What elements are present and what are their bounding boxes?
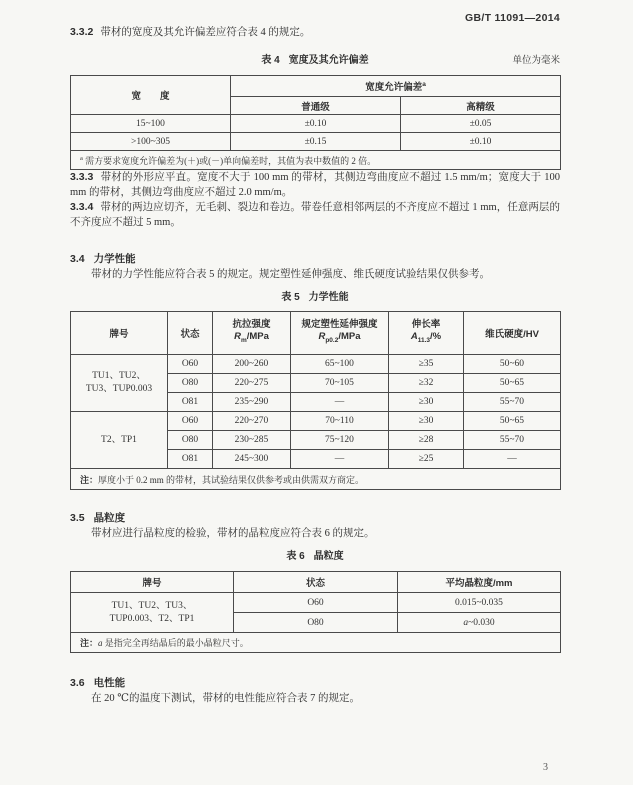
cell-tensile: 235~290: [213, 393, 291, 412]
cell-state: O60: [234, 593, 398, 613]
table4-cell-normal-2: ±0.15: [231, 133, 401, 151]
table5-header-tensile-symbol: [216, 331, 287, 347]
table6-header-brand: 牌号: [71, 572, 234, 593]
cell-grain-size: [398, 613, 561, 633]
cell-proof: 65~100: [291, 355, 389, 374]
table4-cell-normal-1: ±0.10: [231, 115, 401, 133]
table5-header-proof-symbol: [294, 331, 385, 347]
clause-3-3-2-number: 3.3.2: [70, 26, 94, 38]
table4-row-2: [71, 133, 561, 151]
table5-header-proof-name: 规定塑性延伸强度: [301, 319, 378, 331]
table4-header-width: 宽 度: [71, 76, 231, 115]
table4-header-deviation: [231, 76, 561, 97]
table6-row-1: [71, 593, 561, 613]
cell-tensile: 230~285: [213, 431, 291, 450]
table6-header-state: 状态: [234, 572, 398, 593]
table6-title: 晶粒度: [313, 551, 344, 562]
table6-header-row: [71, 572, 561, 593]
table6-note-text: 是指完全再结晶后的最小晶粒尺寸。: [104, 638, 249, 648]
clause-3-3-3: [70, 170, 560, 200]
section-3-6-heading: [70, 676, 560, 691]
cell-elongation: ≥35: [389, 355, 464, 374]
table6-note: [71, 633, 561, 653]
cell-proof: 70~105: [291, 374, 389, 393]
table5-label: 表 5: [281, 292, 300, 303]
table6-note-label: 注：: [80, 638, 99, 648]
section-3-5-title: 晶粒度: [93, 512, 126, 524]
clause-3-3-3-number: 3.3.3: [70, 171, 94, 183]
group1-brand-line1: TU1、TU2、: [92, 371, 146, 381]
table4-header-deviation-text: 宽度允许偏差: [365, 82, 423, 93]
table4-caption: [70, 54, 560, 68]
table5-header-elongation: [389, 312, 464, 355]
clause-3-3-2-text: 带材的宽度及其允许偏差应符合表 4 的规定。: [100, 27, 311, 38]
clause-3-3-4: [70, 200, 560, 230]
section-3-4-heading: [70, 252, 560, 267]
clause-3-3-4-number: 3.3.4: [70, 201, 94, 213]
table5-group2-row1: [71, 412, 561, 431]
clause-3-3-4-text: 带材的两边应切齐，无毛刺、裂边和卷边。带卷任意相邻两层的不齐度应不超过 1 mm，任意两层的不齐度应不超过 5 mm。: [70, 202, 560, 228]
table4-header-row-1: [71, 76, 561, 97]
cell-hardness: 50~65: [464, 374, 561, 393]
table5-caption: [70, 291, 560, 305]
cell-tensile: 220~270: [213, 412, 291, 431]
cell-state: O80: [168, 374, 213, 393]
table5-header-elongation-symbol: [392, 331, 460, 347]
table4-row-1: [71, 115, 561, 133]
cell-elongation: ≥28: [389, 431, 464, 450]
table4-unit-note: 单位为毫米: [512, 56, 560, 66]
table4-cell-width-1: 15~100: [71, 115, 231, 133]
table5-header-state: 状态: [168, 312, 213, 355]
tensile-symbol: R: [234, 331, 241, 343]
table6-brand-cell: [71, 593, 234, 633]
section-3-4-paragraph: 带材的力学性能应符合表 5 的规定。规定塑性延伸强度、维氏硬度试验结果仅供参考。: [91, 269, 490, 280]
cell-elongation: ≥30: [389, 412, 464, 431]
cell-elongation: ≥25: [389, 450, 464, 469]
grain-rest: ~0.030: [468, 617, 495, 628]
table4-cell-high-1: ±0.05: [401, 115, 561, 133]
cell-proof: —: [291, 450, 389, 469]
proof-symbol: R: [318, 331, 326, 343]
group2-brand-line1: T2、TP1: [101, 434, 137, 445]
table6-note-row: [71, 633, 561, 653]
tensile-unit: /MPa: [246, 331, 269, 343]
cell-proof: —: [291, 393, 389, 412]
grain-symbol: a: [463, 617, 469, 628]
table4-cell-high-2: ±0.10: [401, 133, 561, 151]
group1-brand-line2: TU3、TUP0.003: [85, 384, 153, 394]
table6-brand-line2: TUP0.003、T2、TP1: [109, 613, 195, 624]
cell-proof: 75~120: [291, 431, 389, 450]
table5-header-tensile: [213, 312, 291, 355]
cell-state: O80: [234, 613, 398, 633]
table6-note-symbol: a: [98, 638, 103, 648]
cell-state: O81: [168, 450, 213, 469]
cell-proof: 70~110: [291, 412, 389, 431]
table5-title: 力学性能: [308, 292, 349, 303]
table4-title: 宽度及其允许偏差: [288, 55, 369, 66]
page-number: 3: [543, 762, 548, 773]
section-3-6-number: 3.6: [70, 677, 85, 689]
proof-subscript: p0.2: [325, 336, 339, 344]
table5-group1-row1: [71, 355, 561, 374]
section-3-5-number: 3.5: [70, 512, 85, 524]
cell-hardness: 50~60: [464, 355, 561, 374]
section-3-5-paragraph: 带材应进行晶粒度的检验，带材的晶粒度应符合表 6 的规定。: [91, 528, 375, 539]
table5-note-row: [71, 469, 561, 490]
cell-elongation: ≥32: [389, 374, 464, 393]
cell-hardness: —: [464, 450, 561, 469]
cell-state: O60: [168, 412, 213, 431]
clause-3-3-2: [70, 25, 560, 40]
table5-header-hardness: 维氏硬度/HV: [464, 312, 561, 355]
table4-footnote-text: 需方要求宽度允许偏差为(＋)或(－)单向偏差时，其值为表中数值的 2 倍。: [85, 155, 377, 166]
cell-state: O60: [168, 355, 213, 374]
table5-header-brand: 牌号: [71, 312, 168, 355]
elongation-unit: /%: [430, 331, 442, 343]
table4-header-high: 高精级: [401, 97, 561, 115]
section-3-4-number: 3.4: [70, 253, 85, 265]
table5-header-elongation-name: 伸长率: [411, 319, 441, 331]
section-3-6-paragraph: 在 20 ℃的温度下测试，带材的电性能应符合表 7 的规定。: [91, 693, 360, 704]
proof-unit: /MPa: [338, 331, 361, 343]
section-3-5-heading: [70, 511, 560, 526]
table6-caption: [70, 550, 560, 564]
table6-label: 表 6: [286, 551, 305, 562]
section-3-6-title: 电性能: [93, 677, 126, 689]
table5-header-tensile-name: 抗拉强度: [232, 319, 271, 331]
cell-state: O80: [168, 431, 213, 450]
table5-note-text: 厚度小于 0.2 mm 的带材，其试验结果仅供参考或由供需双方商定。: [98, 474, 365, 485]
table5-group2-brand: [71, 412, 168, 469]
table6-brand-line1: TU1、TU2、TU3、: [111, 600, 193, 611]
table4-label: 表 4: [261, 55, 280, 66]
table4-footnote: [71, 151, 561, 170]
table4-footnote-row: [71, 151, 561, 170]
cell-hardness: 55~70: [464, 393, 561, 412]
doc-number: GB/T 11091—2014: [465, 12, 560, 24]
cell-tensile: 200~260: [213, 355, 291, 374]
table4-width-deviation: [70, 75, 561, 170]
table6-header-grain: 平均晶粒度/mm: [398, 572, 561, 593]
tensile-subscript: m: [240, 336, 247, 344]
cell-hardness: 50~65: [464, 412, 561, 431]
section-3-4-title: 力学性能: [93, 253, 136, 265]
table5-note: [71, 469, 561, 490]
elongation-symbol: A: [410, 331, 418, 343]
cell-tensile: 220~275: [213, 374, 291, 393]
cell-elongation: ≥30: [389, 393, 464, 412]
cell-grain-size: 0.015~0.035: [398, 593, 561, 613]
table4-header-deviation-sup: a: [422, 80, 426, 88]
table5-header-proof: [291, 312, 389, 355]
table5-header-row: [71, 312, 561, 355]
elongation-subscript: 11.3: [417, 336, 431, 344]
table6-grain-size: [70, 571, 561, 653]
table4-header-normal: 普通级: [231, 97, 401, 115]
table5-group1-brand: [71, 355, 168, 412]
table4-cell-width-2: >100~305: [71, 133, 231, 151]
cell-hardness: 55~70: [464, 431, 561, 450]
table4-footnote-marker: a: [80, 154, 83, 162]
table5-note-label: 注：: [80, 474, 99, 485]
clause-3-3-3-text: 带材的外形应平直。宽度不大于 100 mm 的带材，其侧边弯曲度应不超过 1.5 mm/m；宽度大于 100 mm 的带材，其侧边弯曲度应不超过 2.0 mm/m。: [70, 172, 560, 198]
cell-tensile: 245~300: [213, 450, 291, 469]
table5-mechanical-properties: [70, 311, 561, 490]
cell-state: O81: [168, 393, 213, 412]
